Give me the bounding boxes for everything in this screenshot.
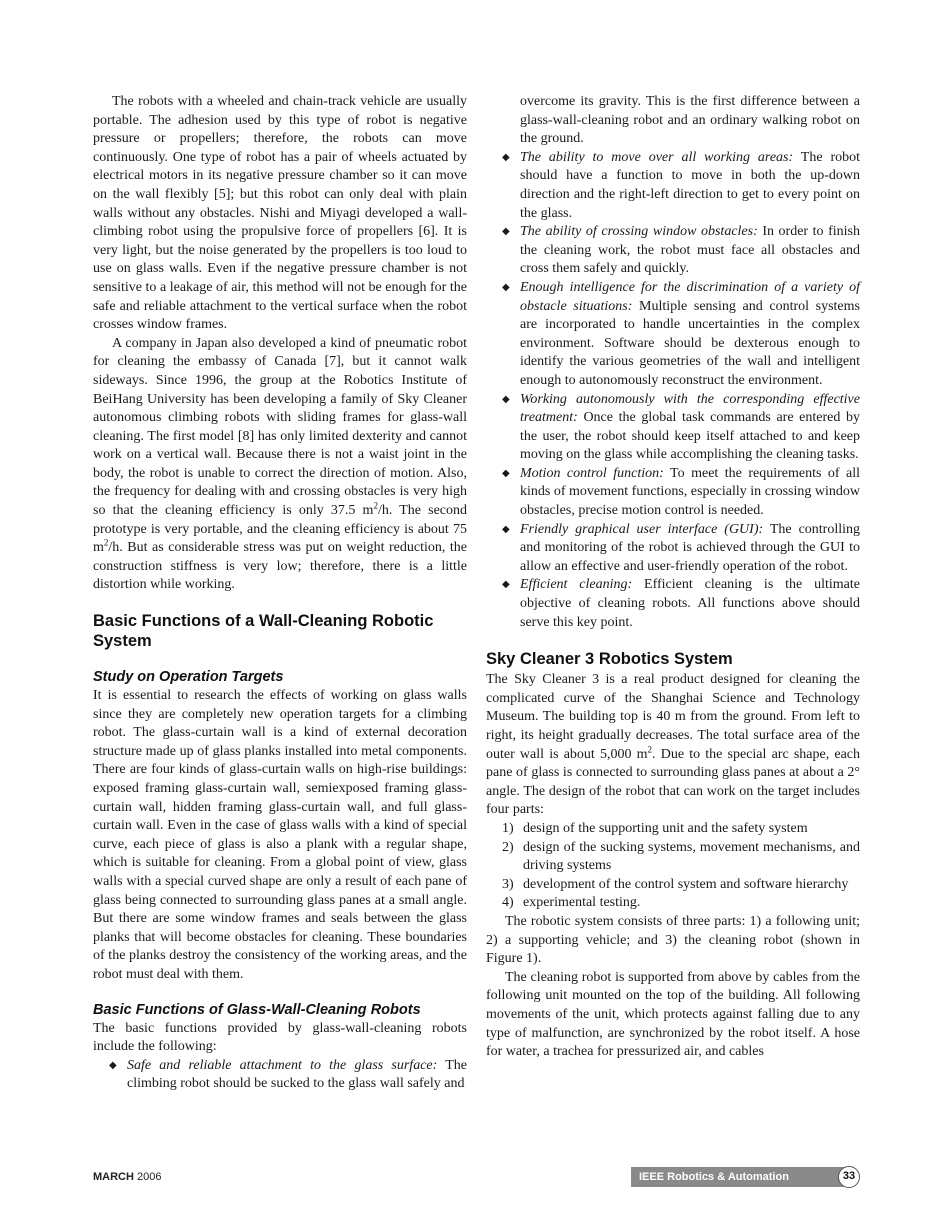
item-text: design of the supporting unit and the safety system: [523, 820, 808, 836]
numbered-item: [486, 876, 860, 895]
item-text: design of the sucking systems, movement mechanisms, and driving systems: [523, 839, 860, 874]
bullet-item: [486, 279, 860, 391]
bullet-list: [486, 93, 860, 632]
bullet-lead: Safe and reliable attachment to the glass surface:: [127, 1057, 438, 1073]
bullet-continuation: [486, 93, 860, 149]
section-heading: Sky Cleaner 3 Robotics System: [486, 650, 733, 669]
text-run: /h. But as considerable stress was put on weight reduction, the construction stiffness is very low; therefore, there is a little distortion while working.: [93, 540, 467, 593]
right-column: [486, 93, 860, 1062]
paragraph: The robots with a wheeled and chain-track vehicle are usually portable. The adhesion used by this type of robot is negative pressure or propellers; therefore, the robots can move continuously. One type of robot has a pair of wheels actuated by electrical motors in its negative pressure chamber so it can move on the wall flexibly [5]; but this robot can only deal with plain walls without any obstacles. Nishi and Miyagi developed a wall-climbing robot using the propulsive force of propellers [6]. It is very light, but the noise generated by the propellers is too loud to use on glass walls. Even if the negative pressure chamber is not sensitive to a leakage of air, this method will not be enough for the safe and reliable attachment to the vertical surface when the robot crosses window frames.: [93, 94, 467, 333]
bullet-text: The controlling and monitoring of the robot is achieved through the GUI to allow an effective and user-friendly operation of the robot.: [520, 521, 861, 574]
bullet-text: In order to finish the cleaning work, the robot must face all obstacles and cross them safely and quickly.: [520, 224, 861, 277]
diamond-bullet-icon: ◆: [109, 1059, 117, 1071]
bullet-lead: Enough intelligence for the discrimination of a variety of obstacle situations:: [520, 279, 860, 314]
item-number: 1): [502, 820, 514, 836]
diamond-bullet-icon: ◆: [502, 151, 510, 163]
subsection-heading: Basic Functions of Glass-Wall-Cleaning Robots: [93, 1001, 421, 1018]
numbered-item: [486, 820, 860, 839]
bullet-text: Multiple sensing and control systems are incorporated to handle uncertainties in the complex environment. Software should be dexterous enough to identify the various geometries of the wall and intelligent enough to autonomously reconstruct the environment.: [520, 298, 860, 388]
superscript: 2: [373, 500, 378, 511]
left-column: [93, 93, 467, 1094]
bullet-item: [93, 1057, 467, 1094]
paragraph: [93, 335, 467, 595]
bullet-item: [486, 521, 860, 577]
page-number: 33: [838, 1166, 860, 1188]
item-number: 3): [502, 876, 514, 892]
footer-year: 2006: [133, 1171, 162, 1183]
numbered-item: [486, 894, 860, 913]
bullet-item: [486, 576, 860, 632]
paragraph: It is essential to research the effects of working on glass walls since they are completely new operation targets for a climbing robot. The glass-curtain wall is a kind of external decoration structure made up of glass planks installed into metal components. There are four kinds of glass-curtain walls on high-rise buildings: exposed framing glass-curtain wall, semiexposed framing glass-curtain wall, hidden framing glass-curtain wall, and full glass-curtain wall. Even in the case of glass walls with a kind of special curve, each piece of glass is also a plank with a regular shape, which is suitable for cleaning. From a global point of view, glass walls with a special curved shape are only a result of each pane of glass being connected to surrounding glass panes at a small angle. But there are some window frames and seals between the glass planks that will become obstacles for cleaning. These boundaries of the planks destroy the consistency of the working areas, and the robot must deal with them.: [93, 688, 467, 982]
bullet-text: Efficient cleaning is the ultimate objective of cleaning robots. All functions above should serve this key point.: [520, 577, 860, 630]
footer-date: [93, 1171, 161, 1183]
diamond-bullet-icon: ◆: [502, 523, 510, 535]
paragraph: The basic functions provided by glass-wall-cleaning robots include the following:: [93, 1020, 467, 1055]
bullet-text: Once the global task commands are entered by the user, the robot should keep itself attached to and keep moving on the glass while accomplishing the cleaning tasks.: [520, 410, 860, 463]
bullet-lead: The ability of crossing window obstacles:: [520, 224, 758, 240]
numbered-list: [486, 820, 860, 913]
item-text: development of the control system and software hierarchy: [523, 876, 849, 892]
text-run: . Due to the special arc shape, each pane of glass is connected to surrounding glass panes at about a 2° angle. The design of the robot that can work on the target includes four parts:: [486, 746, 861, 818]
bullet-text: The climbing robot should be sucked to the glass wall safely and: [127, 1057, 467, 1092]
section-heading: Basic Functions of a Wall-Cleaning Robotic System: [93, 612, 434, 651]
numbered-item: [486, 839, 860, 876]
item-number: 2): [502, 839, 514, 855]
text-run: The Sky Cleaner 3 is a real product designed for cleaning the complicated curve of the Shanghai Science and Technology Museum. The building top is 40 m from the ground. From left to right, its height gradually decreases. The total surface area of the outer wall is about 5,000 m: [486, 672, 860, 762]
bullet-text: The robot should have a function to move in both the up-down direction and the right-left direction to get to every point on the glass.: [520, 149, 860, 221]
footer-magazine: IEEE Robotics & Automation Magazine: [631, 1167, 836, 1187]
bullet-item: [486, 223, 860, 279]
diamond-bullet-icon: ◆: [502, 281, 510, 293]
bullet-text: overcome its gravity. This is the first difference between a glass-wall-cleaning robot and an ordinary walking robot on the ground.: [520, 94, 860, 147]
paragraph: The cleaning robot is supported from above by cables from the following unit mounted on the top of the building. All following movements of the unit, which protects against falling due to any type of malfunction, are synchronized by the robot itself. A hose for water, a trachea for pressurized air, and cables: [486, 969, 860, 1060]
bullet-lead: Friendly graphical user interface (GUI):: [520, 521, 764, 537]
bullet-lead: Working autonomously with the corresponding effective treatment:: [520, 391, 860, 426]
item-text: experimental testing.: [523, 895, 641, 911]
superscript: 2: [647, 743, 653, 754]
bullet-item: [486, 149, 860, 223]
superscript: 2: [103, 537, 109, 548]
bullet-item: [486, 465, 860, 521]
bullet-text: To meet the requirements of all kinds of movement functions, especially in crossing window obstacles, precise motion control is needed.: [520, 465, 860, 519]
text-run: /h. The second prototype is very portable, and the cleaning efficiency is about 75 m: [93, 503, 468, 556]
footer-month: MARCH: [93, 1171, 134, 1183]
paragraph: The robotic system consists of three parts: 1) a following unit; 2) a supporting vehicle; and 3) the cleaning robot (shown in Figure 1).: [486, 913, 860, 967]
bullet-item: [486, 391, 860, 465]
diamond-bullet-icon: ◆: [502, 467, 510, 479]
bullet-list: [93, 1057, 467, 1094]
diamond-bullet-icon: ◆: [502, 393, 510, 405]
bullet-lead: The ability to move over all working areas:: [520, 149, 794, 165]
diamond-bullet-icon: ◆: [502, 226, 510, 238]
item-number: 4): [502, 895, 514, 911]
diamond-bullet-icon: ◆: [502, 579, 510, 591]
paragraph: [486, 671, 860, 820]
bullet-lead: Motion control function:: [520, 465, 664, 481]
subsection-heading: Study on Operation Targets: [93, 669, 284, 686]
bullet-lead: Efficient cleaning:: [520, 577, 633, 593]
text-run: A company in Japan also developed a kind of pneumatic robot for cleaning the embassy of Canada [7], but it cannot walk sideways. Since 1996, the group at the Robotics Institute of BeiHang University has been developing a family of Sky Cleaner autonomous climbing robots with sliding frames for glass-wall cleaning. The first model [8] has only limited dexterity and cannot work on a vertical wall. Because there is not a waist joint in the body, the robot is unable to correct the direction of motion. Also, the frequency for dealing with and crossing obstacles is very high so that the cleaning efficiency is only 37.5 m: [93, 335, 467, 519]
